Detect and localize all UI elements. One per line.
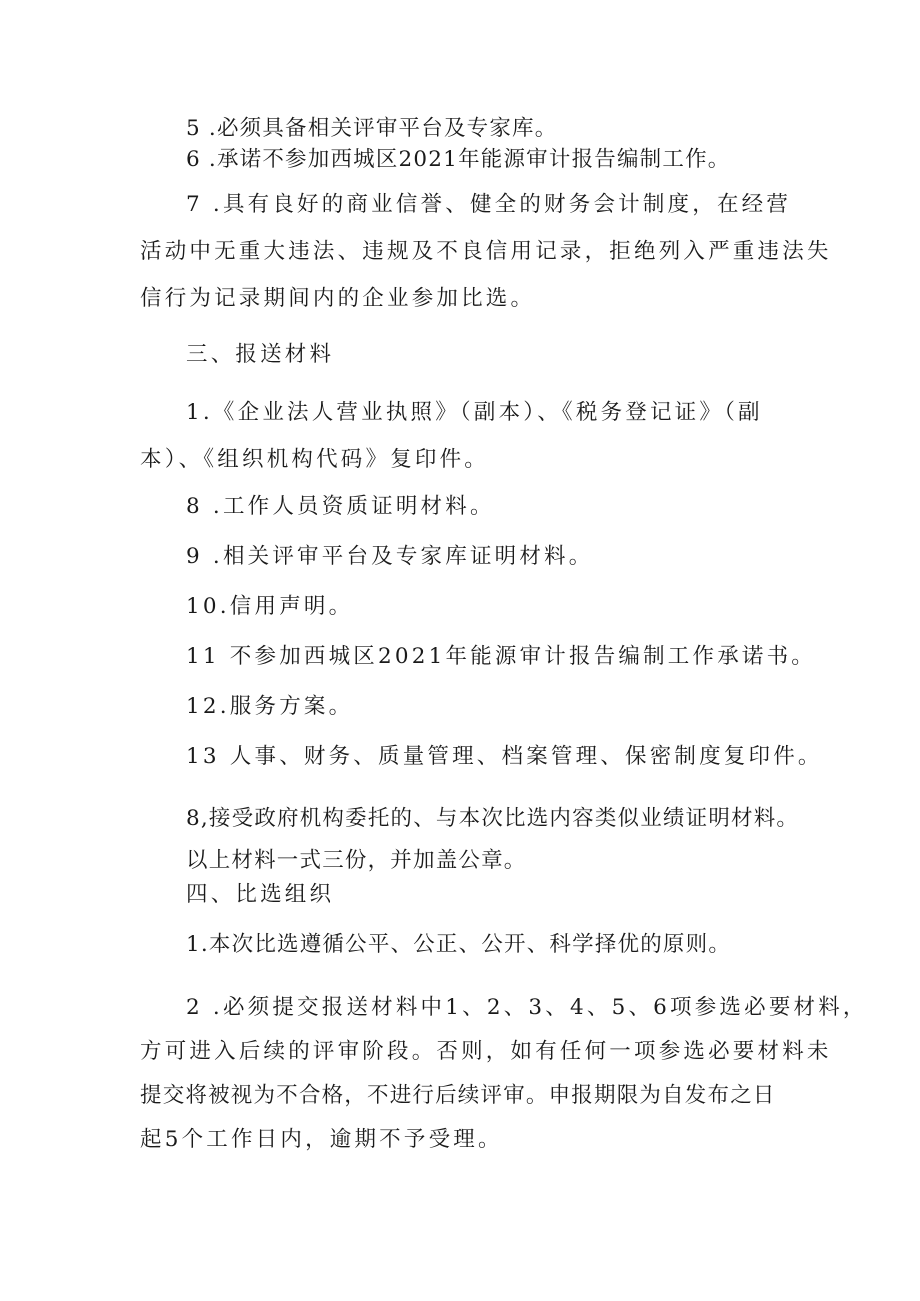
paragraph-item-5: 5 .必须具备相关评审平台及专家库。 <box>186 116 558 141</box>
paragraph-item-7-line-1: 7 .具有良好的商业信誉、健全的财务会计制度，在经营 <box>186 192 792 217</box>
material-item-11: 11 不参加西城区2021年能源审计报告编制工作承诺书。 <box>186 644 817 669</box>
paragraph-item-7-line-2: 活动中无重大违法、违规及不良信用记录，拒绝列入严重违法失 <box>140 239 832 264</box>
materials-note: 以上材料一式三份，并加盖公章。 <box>186 848 527 873</box>
organization-item-2-line-4: 起5个工作日内，逾期不予受理。 <box>140 1127 503 1152</box>
material-item-12: 12.服务方案。 <box>186 694 354 719</box>
material-item-10: 10.信用声明。 <box>186 594 354 619</box>
organization-item-2-line-3: 提交将被视为不合格，不进行后续评审。申报期限为自发布之日 <box>140 1083 776 1108</box>
organization-item-2-line-1: 2 .必须提交报送材料中1、2、3、4、5、6项参选必要材料， <box>186 995 868 1020</box>
material-item-9: 9 .相关评审平台及专家库证明材料。 <box>186 544 594 569</box>
organization-item-1: 1.本次比选遵循公平、公正、公开、科学择优的原则。 <box>186 932 732 957</box>
material-item-13: 13 人事、财务、质量管理、档案管理、保密制度复印件。 <box>186 744 823 769</box>
paragraph-item-6: 6 .承诺不参加西城区2021年能源审计报告编制工作。 <box>186 147 731 172</box>
section-heading-3: 三、报送材料 <box>186 342 335 367</box>
paragraph-item-7-line-3: 信行为记录期间内的企业参加比选。 <box>140 286 536 311</box>
section-heading-4: 四、比选组织 <box>186 882 335 907</box>
organization-item-2-line-2: 方可进入后续的评审阶段。否则，如有任何一项参选必要材料未 <box>140 1039 832 1064</box>
material-item-8b: 8,接受政府机构委托的、与本次比选内容类似业绩证明材料。 <box>186 806 800 831</box>
material-item-1-line-1: 1.《企业法人营业执照》（副本）、《税务登记证》（副 <box>186 400 763 425</box>
material-item-1-line-2: 本）、《组织机构代码》复印件。 <box>140 447 490 472</box>
material-item-8: 8 .工作人员资质证明材料。 <box>186 494 495 519</box>
